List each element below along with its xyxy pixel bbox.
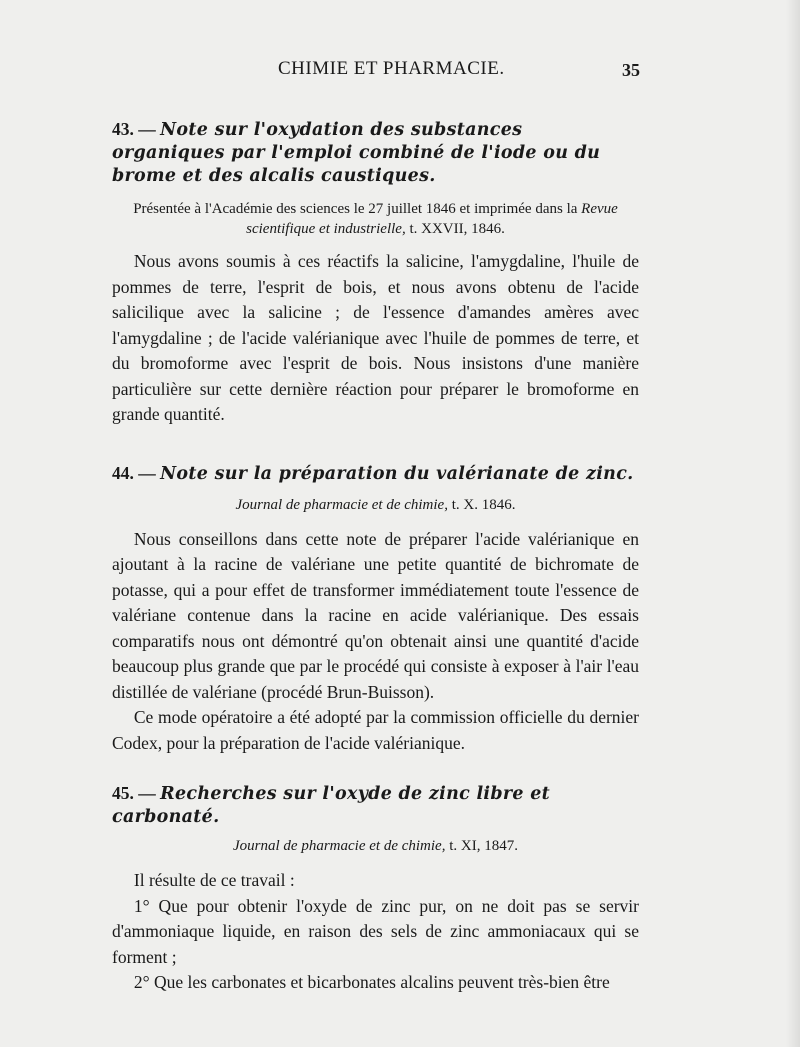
section-44-body <box>112 527 639 757</box>
section-45-heading: 45. — Recherches sur l'oxyde de zinc libre et carbonaté. <box>112 783 551 827</box>
section-44-paragraph-1: Nous conseillons dans cette note de préparer l'acide valérianique en ajoutant à la racine de valériane une petite quantité de bichromate de potasse, qui a pour effet de transformer immédiatement toute l'essence de valériane contenue dans la racine en acide valérianique. Des essais comparatifs nous ont démontré qu'on obtenait ainsi une quantité d'acide beaucoup plus grande que par le procédé qui consiste à exposer à l'air l'eau distillée de valériane (procédé Brun-Buisson). <box>112 528 639 702</box>
section-43-source <box>112 199 639 239</box>
running-header <box>0 58 800 82</box>
section-43-source-prefix: Présentée à l'Académie des sciences le 27 juillet 1846 et imprimée dans la <box>133 201 582 217</box>
section-43-heading: 43. — Note sur l'oxydation des substances organiques par l'emploi combiné de l'iode ou du brome et des alcalis caustiques. <box>112 119 601 186</box>
section-44-source-journal: Journal de pharmacie et de chimie, <box>235 496 448 513</box>
section-44-source-suffix: t. X. 1846. <box>447 496 516 513</box>
section-45-source-journal: Journal de pharmacie et de chimie, <box>233 838 446 854</box>
section-45-source-suffix: t. XI, 1847. <box>445 838 518 854</box>
running-header-title: CHIMIE ET PHARMACIE. <box>278 58 505 79</box>
section-44-heading: 44. — Note sur la préparation du valérianate de zinc. <box>112 462 634 484</box>
section-44-source <box>112 495 639 515</box>
section-45-paragraph-3: 2° Que les carbonates et bicarbonates alcalins peuvent très-bien être <box>133 972 610 992</box>
section-43-number: 43. <box>112 119 134 139</box>
page-content <box>112 118 639 996</box>
section-45-paragraph-2: 1° Que pour obtenir l'oxyde de zinc pur, on ne doit pas se servir d'ammoniaque liquide, en raison des sels de zinc ammoniacaux qui se forment ; <box>112 895 639 967</box>
section-43-source-journal: Revue scientifique et industrielle, <box>246 201 618 237</box>
section-43-body <box>112 249 639 428</box>
section-43-title: Note sur l'oxydation des substances organiques par l'emploi combiné de l'iode ou du brome et des alcalis caustiques. <box>112 120 601 186</box>
section-45-number: 45. <box>112 783 134 803</box>
section-44-paragraph-2: Ce mode opératoire a été adopté par la commission officielle du dernier Codex, pour la préparation de l'acide valérianique. <box>112 707 639 753</box>
section-44-title: Note sur la préparation du valérianate de zinc. <box>160 463 634 484</box>
section-44-number: 44. <box>112 462 134 483</box>
section-45-paragraph-1: Il résulte de ce travail : <box>133 870 295 890</box>
section-45-title: Recherches sur l'oxyde de zinc libre et carbonaté. <box>112 784 551 827</box>
section-43-paragraph-1: Nous avons soumis à ces réactifs la salicine, l'amygdaline, l'huile de pommes de terre, l'esprit de bois, et nous avons obtenu de l'acide salicilique avec la salicine ; de l'essence d'amandes amères avec l'amygdaline ; de l'acide valérianique avec l'huile de pommes de terre, et du bromoforme avec l'esprit de bois. Nous insistons d'une manière particulière sur cette dernière réaction pour préparer le bromoforme en grande quantité. <box>112 251 639 424</box>
section-45-body <box>112 868 639 996</box>
section-45-source <box>112 836 639 856</box>
page-number: 35 <box>622 60 640 80</box>
section-43-source-suffix: t. XXVII, 1846. <box>405 221 505 237</box>
